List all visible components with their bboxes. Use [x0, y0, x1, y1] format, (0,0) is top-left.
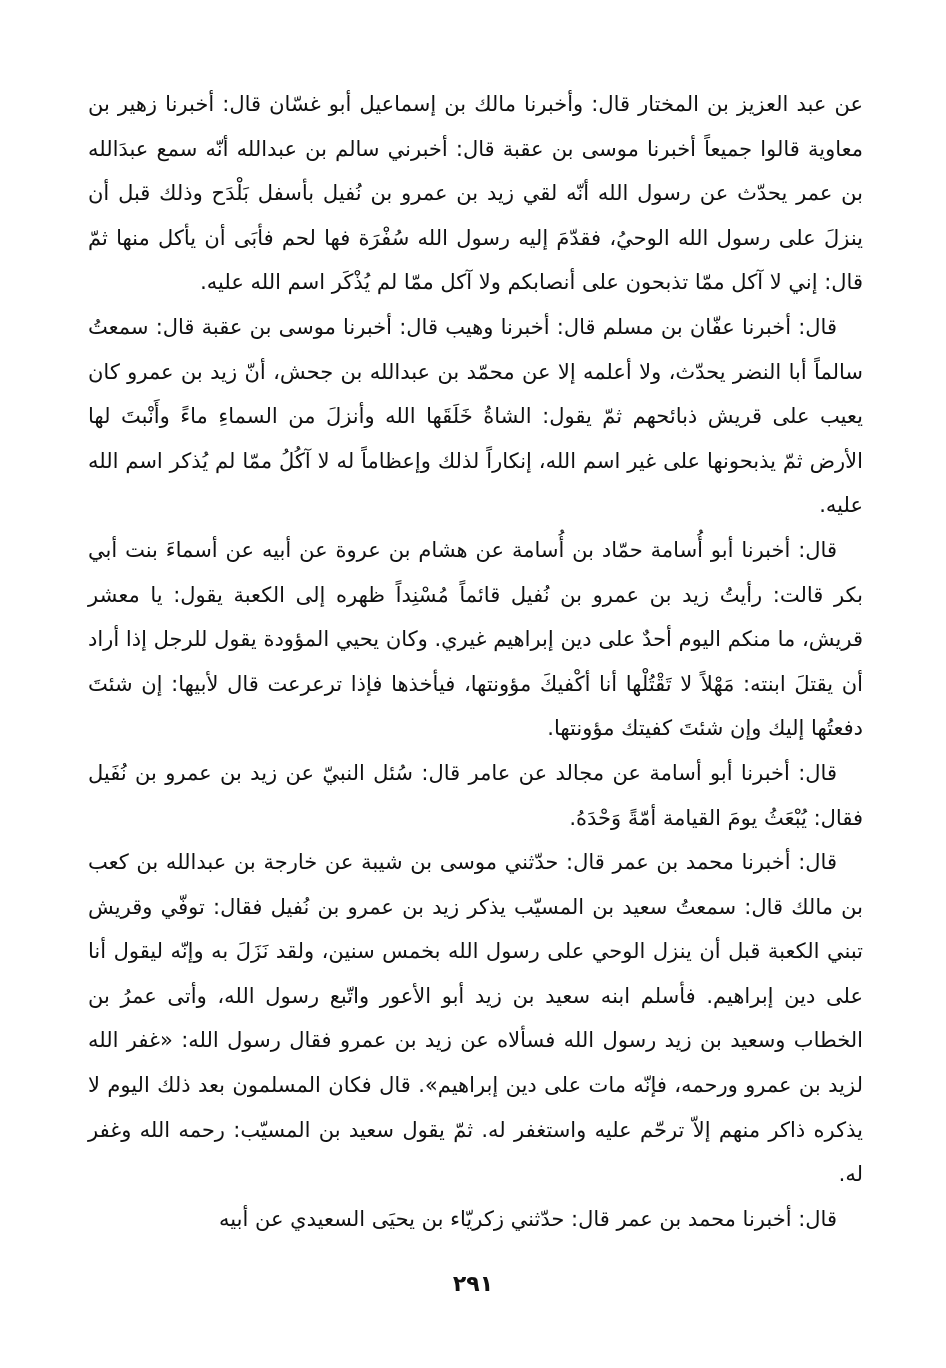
page-number: ٢٩١ — [452, 1272, 494, 1297]
paragraph-2: قال: أخبرنا عفّان بن مسلم قال: أخبرنا وهيب قال: أخبرنا موسى بن عقبة قال: سمعتُ سالماً أبا النضر يحدّث، ولا أعلمه إلا عن محمّد بن عبدالله بن جحش، أنّ زيد بن عمرو كان يعيب على قريش ذبائحهم ثمّ يقول: الشاةُ خَلَقَها الله وأنزلَ من السماءِ ماءً وأَنْبتَ لها الأرض ثمّ يذبحونها على غير اسم الله، إنكاراً لذلك وإعظاماً له لا آكُلُ ممّا لم يُذكر اسم الله عليه. — [88, 314, 863, 518]
paragraph-3: قال: أخبرنا أبو أُسامة حمّاد بن أُسامة عن هشام بن عروة عن أبيه عن أسماءَ بنت أبي بكر قالت: رأيتُ زيد بن عمرو بن نُفيل قائماً مُسْنِداً ظهره إلى الكعبة يقول: يا معشر قريش، ما منكم اليوم أحدٌ على دين إبراهيم غيري. وكان يحيي المؤودة يقول للرجل إذا أراد أن يقتلَ ابنته: مَهْلاً لا تَقْتُلْها أنا أكْفيكَ مؤونتها، فيأخذها فإذا ترعرعت قال لأبيها: إن شئتَ دفعتُها إليك وإن شئتَ كفيتك مؤونتها. — [88, 537, 863, 741]
paragraph-5: قال: أخبرنا محمد بن عمر قال: حدّثني موسى بن شيبة عن خارجة بن عبدالله بن كعب بن مالك قال: سمعتُ سعيد بن المسيّب يذكر زيد بن عمرو بن نُفيل فقال: توفّي وقريش تبني الكعبة قبل أن ينزل الوحي على رسول الله بخمس سنين، ولقد نَزَلَ به وإنّه ليقول أنا على دين إبراهيم. فأسلم ابنه سعيد بن زيد أبو الأعور واتّبع رسول الله، وأتى عمرُ بن الخطاب وسعيد بن زيد رسول الله فسألاه عن زيد بن عمرو فقال رسول الله: «غفر الله لزيد بن عمرو ورحمه، فإنّه مات على دين إبراهيم». قال فكان المسلمون بعد ذلك اليوم لا يذكره ذاكر منهم إلاّ ترحّم عليه واستغفر له. ثمّ يقول سعيد بن المسيّب: رحمه الله وغفر له. — [88, 850, 863, 1187]
paragraph-4: قال: أخبرنا أبو أسامة عن مجالد عن عامر قال: سُئل النبيّ عن زيد بن عمرو بن نُفَيل فقال: يُبْعَثُ يومَ القيامة أمّةً وَحْدَهُ. — [88, 760, 863, 830]
body-text — [88, 82, 863, 1241]
paragraph-6: قال: أخبرنا محمد بن عمر قال: حدّثني زكريّاء بن يحيَى السعيدي عن أبيه — [219, 1206, 837, 1231]
paragraph-1: عن عبد العزيز بن المختار قال: وأخبرنا مالك بن إسماعيل أبو غسّان قال: أخبرنا زهير بن معاوية قالوا جميعاً أخبرنا موسى بن عقبة قال: أخبرني سالم بن عبدالله أنّه سمع عبدَالله بن عمر يحدّث عن رسول الله أنّه لقي زيد بن عمرو بن نُفيل بأسفل بَلْدَح وذلك قبل أن ينزلَ على رسول الله الوحيُ، فقدّمَ إليه رسول الله سُفْرَة فها لحم فأبَى أن يأكل منها ثمّ قال: إني لا آكل ممّا تذبحون على أنصابكم ولا آكل ممّا لم يُذْكَر اسم الله عليه. — [88, 92, 863, 295]
